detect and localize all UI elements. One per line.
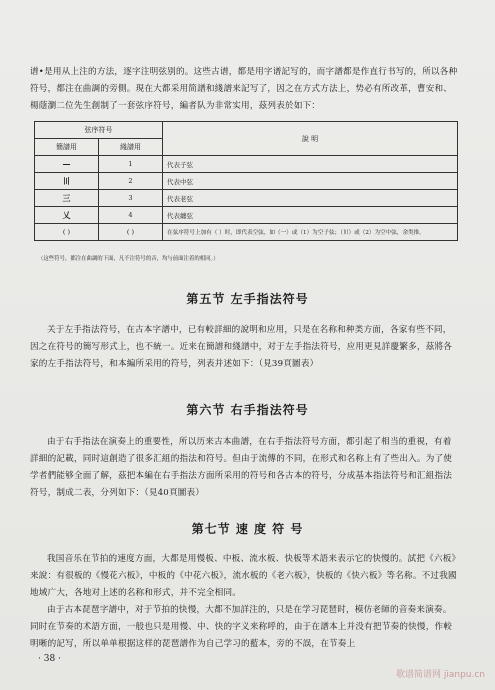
table-row — [35, 190, 458, 207]
table-row — [35, 173, 458, 190]
table-row — [35, 224, 458, 241]
section6-title: 第六节 右手指法符号 — [186, 403, 309, 417]
row-xianpu: 3 — [99, 190, 163, 207]
section6-body: 由于右手指法在演奏上的重要性，所以历来古本曲譜，在右手指法符号方面，都引起了相当的重視，有着詳細的記載，同时這創造了很多汇組的指法和符号。但由于流傳的不同，在形式和名称上有了些出入。为了使学者們能够全面了解，茲把本編在右手指法方面所采用的符号和各古本的符号，分成基本指法符号和汇組指法符号，制成二表，分列如下：（見40頁圖表） — [30, 437, 453, 498]
row-desc: 代表中弦 — [163, 173, 458, 190]
section7-body: 我国音乐在节拍的速度方面，大都是用慢板、中板、流水板、快板等术語来表示它的快慢的。試把《六板》来說：有很板的《慢花六板》，中板的《中花六板》，流水板的《老六板》，快板的《快六板》等名称。不过我國地域广大，各地对上述的名称和形式，并不完全相同。 — [30, 554, 457, 598]
table-note: （这些符号，都注在曲調的下面，凡不注符号的音，均与前面注着的相同。） — [38, 256, 219, 262]
row-xianpu: 4 — [99, 207, 163, 224]
table-row — [35, 207, 458, 224]
header-explain: 說 明 — [163, 122, 458, 156]
intro-paragraph: 谱•是用从上注的方法，逐字注明弦别的。这些古谱，都是用字谱記写的，而字譜都是作直行书写的，所以各种符号，都注在曲調的旁側。現在大都采用简譜和綫譜来記写了，因之在方式方法上，势必有所改革，曹安和、楊蔭瀏二位先生創制了一套弦序符号，編者队为非常实用，茲列表於如下： — [30, 67, 458, 111]
row-xianpu: 2 — [99, 173, 163, 190]
row-desc: 代表子弦 — [163, 156, 458, 173]
page-number: · 38 · — [38, 654, 61, 664]
row-jianpu: 〣 — [35, 173, 99, 190]
header-xianpu: 綫譜用 — [99, 139, 163, 156]
string-order-table — [34, 121, 458, 241]
row-xianpu: ( ) — [99, 224, 163, 241]
row-desc: 代表纏弦 — [163, 207, 458, 224]
row-desc: 代表老弦 — [163, 190, 458, 207]
section5-body: 关于左手指法符号，在古本字譜中，已有較詳細的說明和应用，只是在名称和种类方面，各家有些不同，因之在符号的簡写形式上，也不統一。近来在簡譜和綫譜中，对于左手指法符号，应用更見詳慶繁多，茲將各家的左手指法符号，和本編所采用的符号，列表并述如下：（見39頁圖表） — [30, 325, 453, 369]
row-xianpu: 1 — [99, 156, 163, 173]
section7-body2: 由于古本琵琶字譜中，对于节拍的快慢，大都不加詳注的，只是在学习琵琶时，模仿老師的音奏来演奏。同时在节奏的术語方面，一般也只是用慢、中、快的字义来称呼的，由于在譜本上并没有把节奏的快慢，作較明晰的記写，所以单单根据这样的琵琶譜作为自己学习的藍本，旁的不誤，在节奏上 — [30, 605, 453, 649]
header-group: 弦序符号 — [35, 122, 163, 139]
row-jianpu: 三 — [35, 190, 99, 207]
header-jianpu: 簡譜用 — [35, 139, 99, 156]
section7-title: 第七节 速 度 符 号 — [191, 522, 304, 536]
row-desc: 在弦序符号上加有（ ）时，即代表空弦，如（一）或（1）为空子弦；（〣）或（2）为空中弦，余类推。 — [163, 224, 458, 241]
row-jianpu: ( ) — [35, 224, 99, 241]
row-jianpu: 乂 — [35, 207, 99, 224]
section5-title: 第五节 左手指法符号 — [186, 292, 309, 306]
watermark: 歌谱简谱网 jianpu.cn — [395, 670, 485, 680]
table-row — [35, 156, 458, 173]
table-header-row — [35, 122, 458, 139]
row-jianpu: — — [35, 156, 99, 173]
